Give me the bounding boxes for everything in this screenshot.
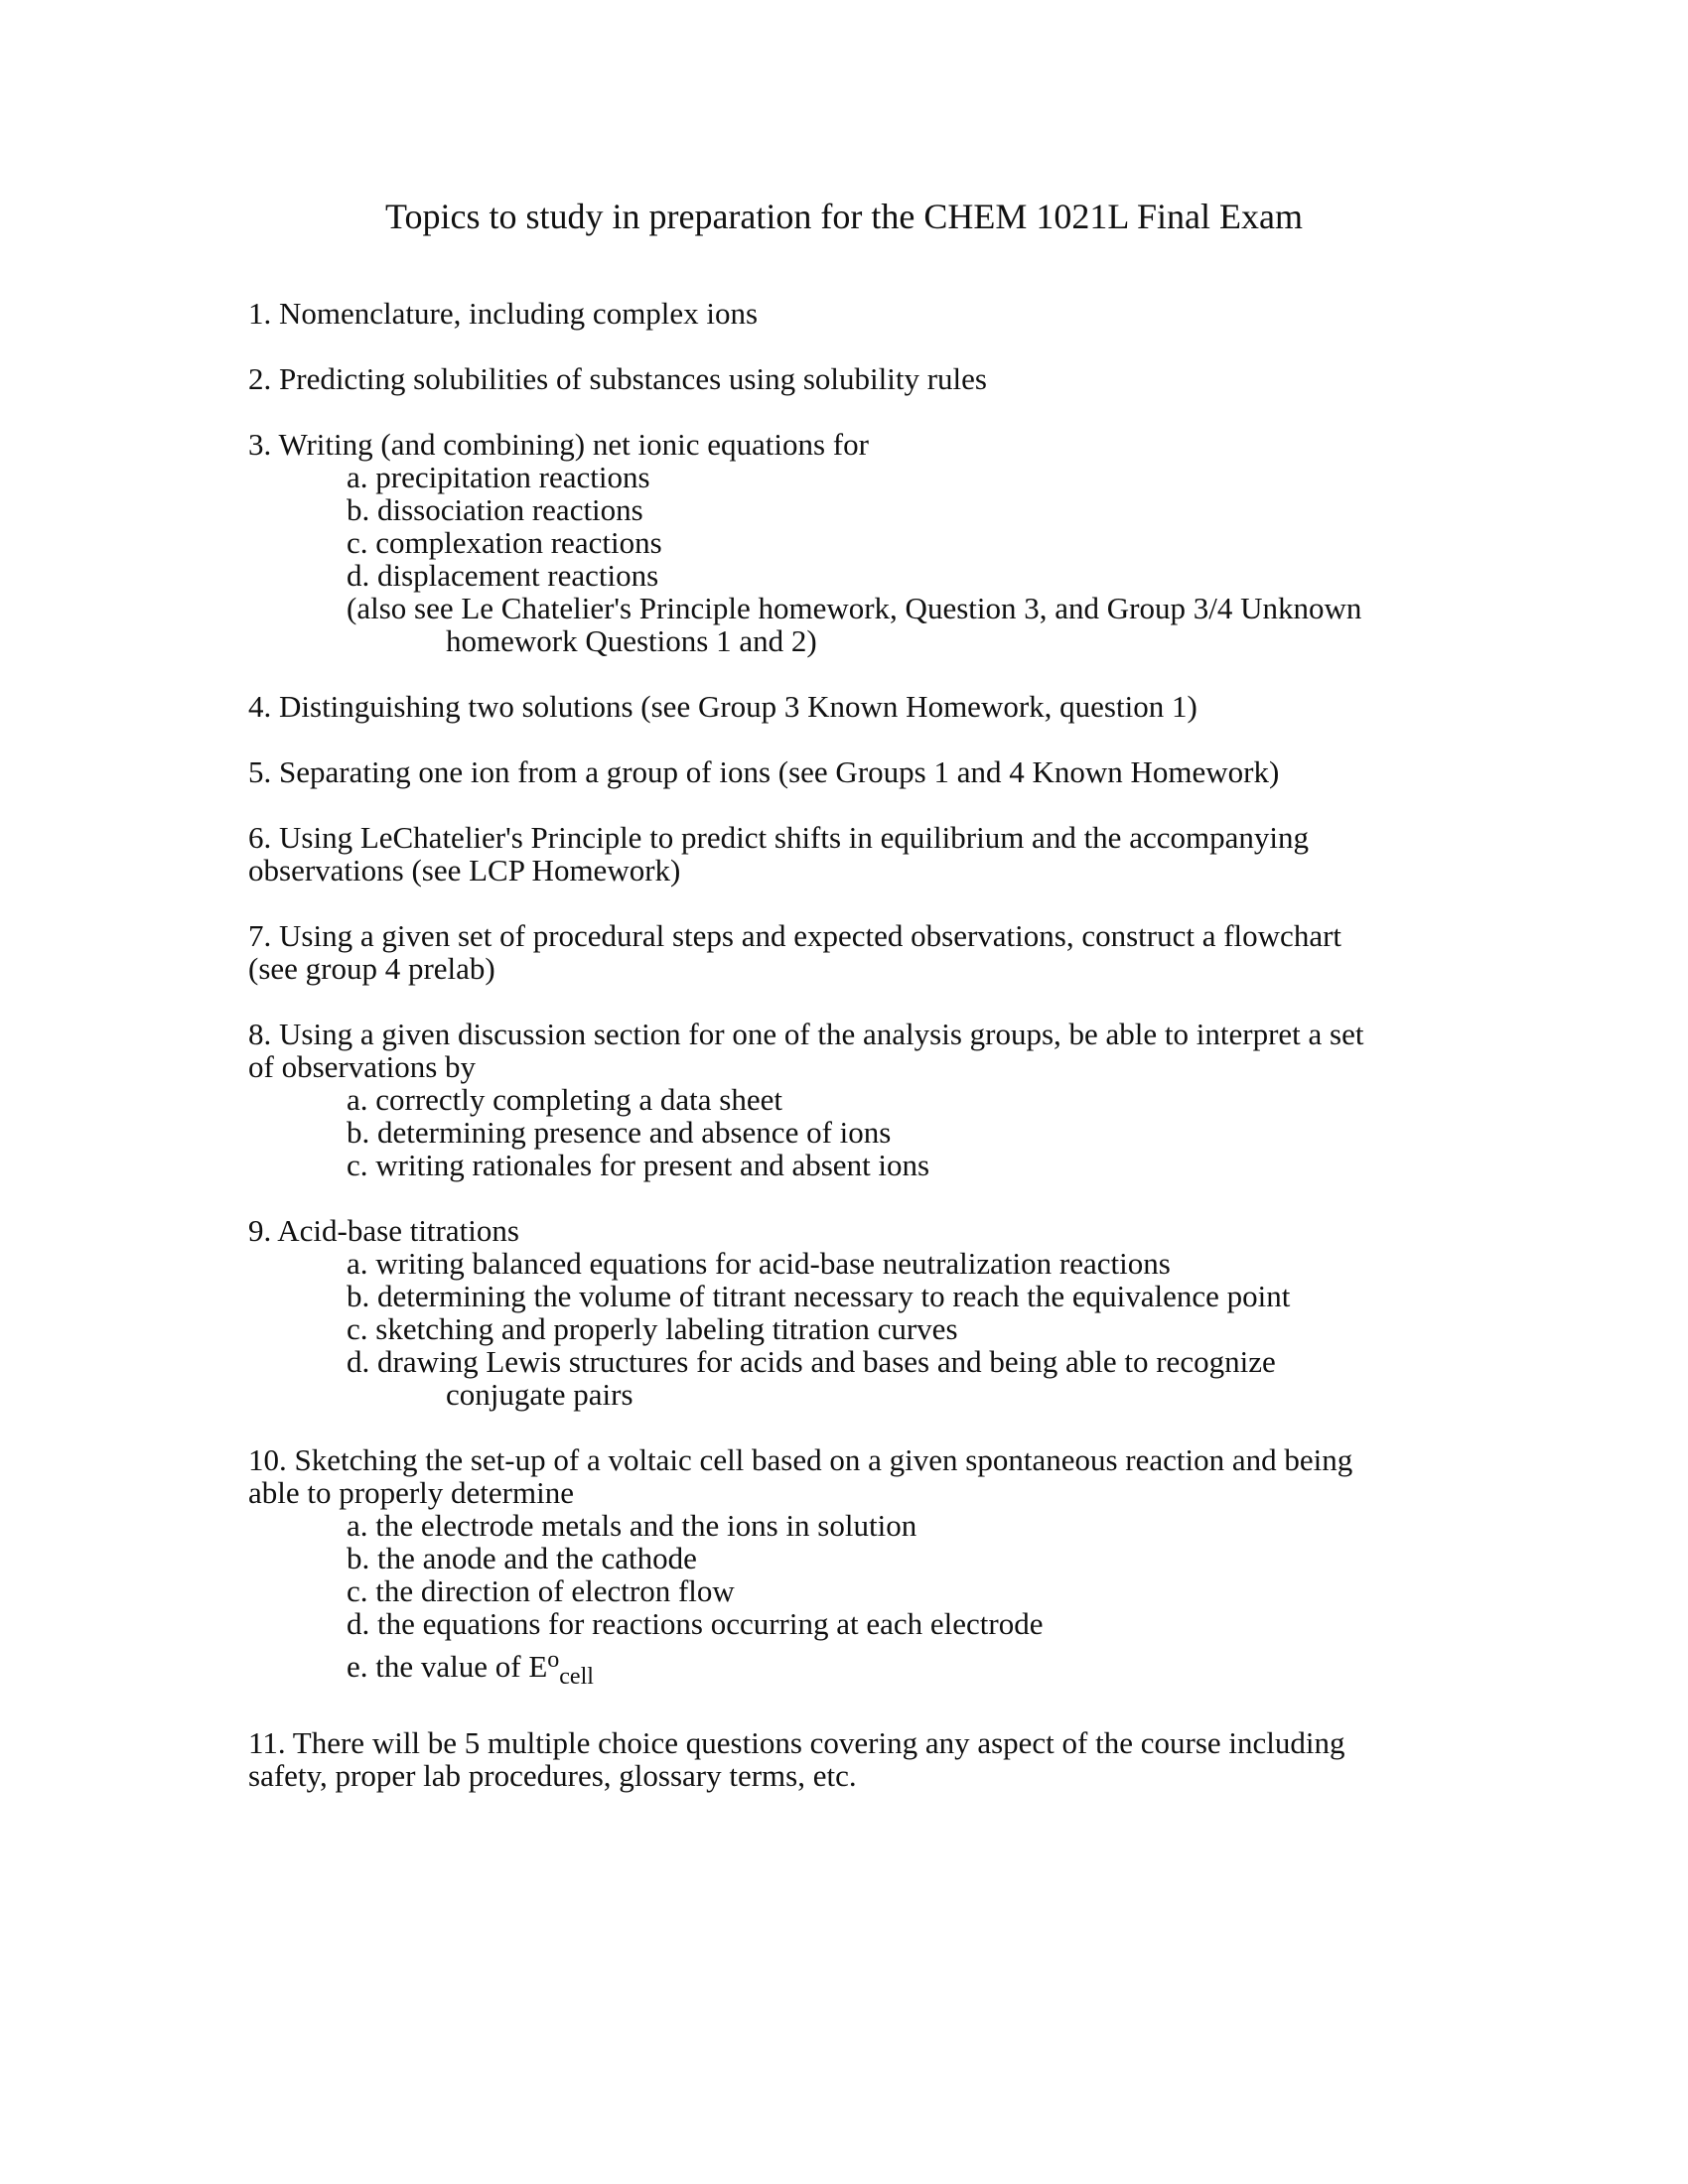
list-item: [248, 1214, 1470, 1411]
ecell-degree: o: [547, 1647, 560, 1673]
item-text: 10. Sketching the set-up of a voltaic cell based on a given spontaneous reaction and being: [248, 1442, 1353, 1477]
list-item: [248, 1443, 1470, 1694]
sub-item: b. determining presence and absence of ions: [347, 1115, 892, 1150]
list-item: [248, 297, 1470, 330]
sub-item-ecell: [248, 1644, 1470, 1694]
list-item: [248, 362, 1470, 395]
item-text: 9. Acid-base titrations: [248, 1213, 519, 1248]
sub-item: b. dissociation reactions: [347, 492, 643, 527]
sub-item: d. drawing Lewis structures for acids and bases and being able to recognize: [347, 1344, 1276, 1379]
sub-item: c. the direction of electron flow: [347, 1573, 735, 1608]
item-text: 8. Using a given discussion section for one of the analysis groups, be able to interpret a set: [248, 1017, 1364, 1051]
sub-item: a. precipitation reactions: [347, 460, 650, 494]
item-text: 3. Writing (and combining) net ionic equations for: [248, 427, 869, 462]
item-text: 11. There will be 5 multiple choice questions covering any aspect of the course including: [248, 1725, 1345, 1760]
ecell-subscript: cell: [559, 1664, 594, 1690]
sub-item: d. the equations for reactions occurring at each electrode: [347, 1606, 1044, 1641]
topic-list: [248, 297, 1470, 1825]
sub-item: c. sketching and properly labeling titration curves: [347, 1311, 958, 1346]
list-item: [248, 821, 1470, 887]
item-text: 4. Distinguishing two solutions (see Group 3 Known Homework, question 1): [248, 689, 1197, 724]
list-item: [248, 1018, 1470, 1181]
item-text: observations (see LCP Homework): [248, 853, 681, 887]
item-text: safety, proper lab procedures, glossary terms, etc.: [248, 1758, 857, 1793]
list-item: [248, 1726, 1470, 1792]
sub-item: d. displacement reactions: [347, 558, 659, 593]
sub-item-continuation: conjugate pairs: [446, 1377, 633, 1412]
list-item: [248, 919, 1470, 985]
item-text: 6. Using LeChatelier's Principle to predict shifts in equilibrium and the accompanying: [248, 820, 1309, 855]
item-text: (see group 4 prelab): [248, 951, 495, 986]
sub-item: b. the anode and the cathode: [347, 1541, 697, 1575]
item-text: 1. Nomenclature, including complex ions: [248, 296, 759, 331]
sub-item: c. complexation reactions: [347, 525, 662, 560]
sub-item-continuation: homework Questions 1 and 2): [446, 623, 817, 658]
list-item: [248, 690, 1470, 723]
sub-item: a. correctly completing a data sheet: [347, 1082, 782, 1117]
page-title: Topics to study in preparation for the CHEM 1021L Final Exam: [385, 197, 1303, 236]
sub-item-note: (also see Le Chatelier's Principle homework, Question 3, and Group 3/4 Unknown: [347, 591, 1362, 625]
item-text: able to properly determine: [248, 1475, 574, 1510]
item-text: 2. Predicting solubilities of substances using solubility rules: [248, 361, 987, 396]
item-text: 5. Separating one ion from a group of ions (see Groups 1 and 4 Known Homework): [248, 754, 1280, 789]
sub-item: c. writing rationales for present and absent ions: [347, 1148, 930, 1182]
sub-item: b. determining the volume of titrant necessary to reach the equivalence point: [347, 1279, 1291, 1313]
sub-item: a. writing balanced equations for acid-base neutralization reactions: [347, 1246, 1171, 1281]
item-text: of observations by: [248, 1049, 477, 1084]
item-text: 7. Using a given set of procedural steps and expected observations, construct a flowchart: [248, 918, 1342, 953]
sub-item: a. the electrode metals and the ions in solution: [347, 1508, 917, 1543]
ecell-prefix: e. the value of E: [347, 1649, 548, 1684]
list-item: [248, 428, 1470, 657]
list-item: [248, 755, 1470, 788]
